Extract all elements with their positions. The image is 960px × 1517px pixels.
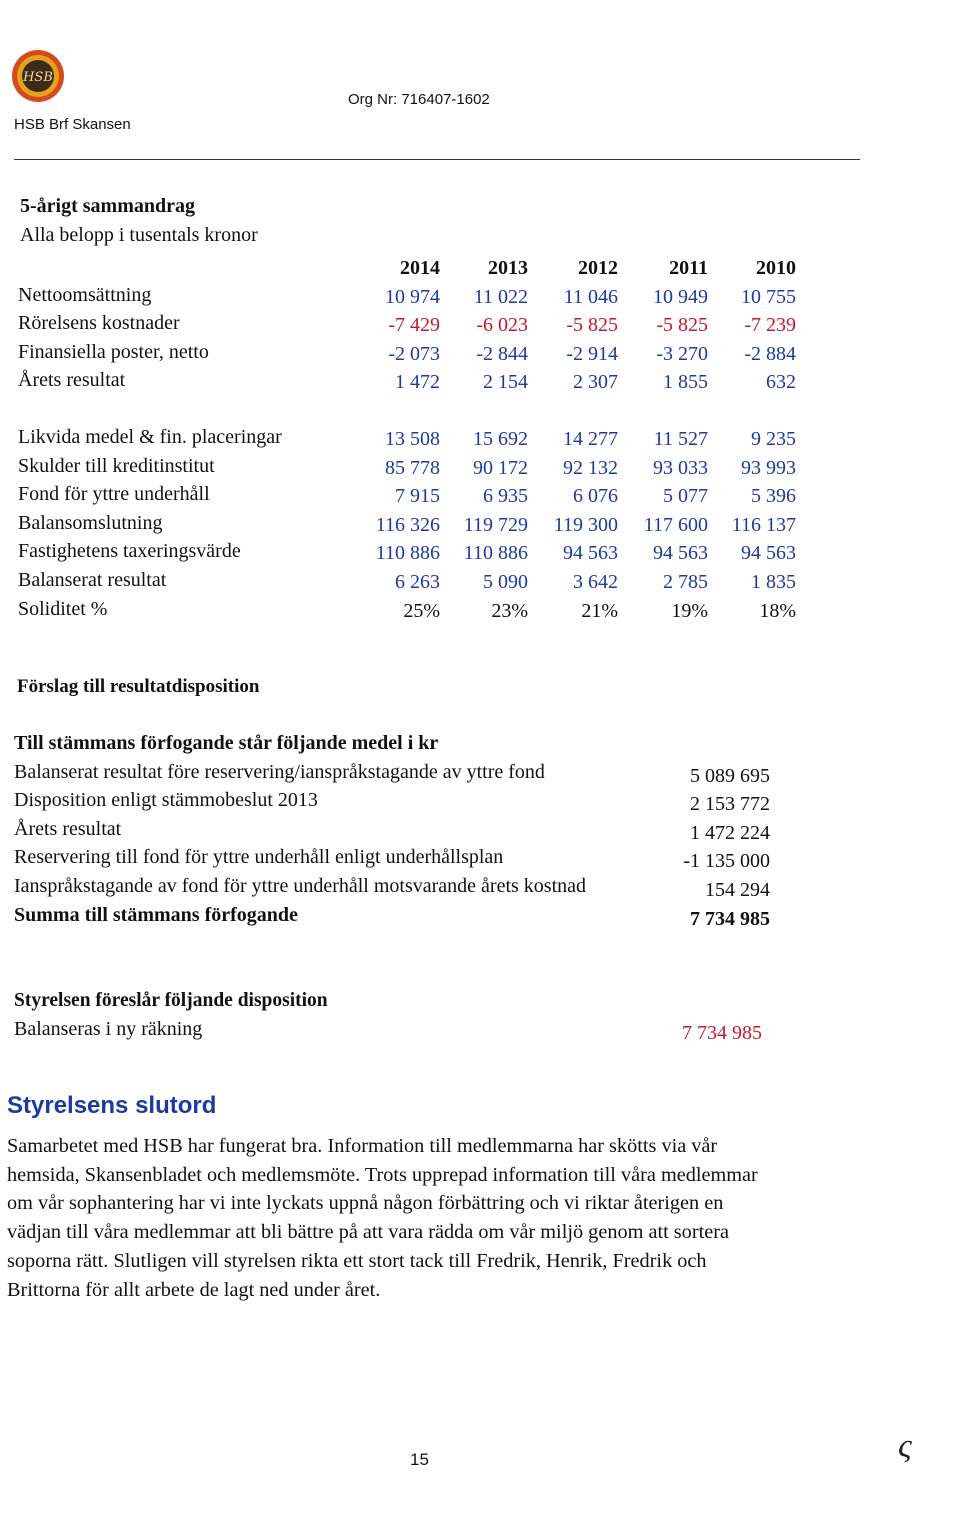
row-label: Nettoomsättning — [18, 283, 152, 306]
disposition-value: 1 472 224 — [690, 821, 770, 844]
value-cell: 6 935 — [483, 485, 528, 508]
value-cell: 1 855 — [663, 371, 708, 394]
value-cell: 110 886 — [463, 542, 528, 565]
row-label: Rörelsens kostnader — [18, 312, 180, 335]
row-label: Årets resultat — [18, 369, 126, 392]
value-cell: -7 239 — [744, 314, 796, 337]
value-cell: 92 132 — [563, 456, 618, 479]
page-number: 15 — [410, 1450, 429, 1469]
value-cell: 2 307 — [573, 371, 618, 394]
value-cell: 13 508 — [385, 427, 440, 450]
disposition-label: Reservering till fond för yttre underhåll enligt underhållsplan — [14, 846, 504, 869]
board-disposition-value: 7 734 985 — [682, 1022, 762, 1044]
disposition-value: 5 089 695 — [690, 764, 770, 787]
disposition-row — [14, 818, 794, 847]
disposition-value: 2 153 772 — [690, 793, 770, 816]
disposition-label: Ianspråkstagande av fond för yttre underhåll motsvarande årets kostnad — [14, 874, 587, 897]
value-cell: 3 642 — [573, 570, 618, 593]
value-cell: 1 835 — [751, 570, 796, 593]
proposal-subtitle: Till stämmans förfogande står följande medel i kr — [14, 732, 439, 754]
year-cell: 2013 — [488, 257, 528, 279]
board-disposition-title: Styrelsen föreslår följande disposition — [14, 990, 328, 1011]
summary-table — [18, 255, 808, 626]
value-cell: 85 778 — [385, 456, 440, 479]
value-cell: 93 993 — [741, 456, 796, 479]
summary-row — [18, 341, 808, 370]
disposition-list — [14, 732, 794, 932]
initial-mark: ς — [898, 1428, 912, 1465]
summary-row — [18, 426, 808, 455]
year-cell: 2010 — [756, 257, 796, 279]
summary-row — [18, 598, 808, 627]
summary-row — [18, 284, 808, 313]
value-cell: 119 729 — [463, 513, 528, 536]
disposition-value: -1 135 000 — [683, 850, 770, 873]
closing-line: Samarbetet med HSB har fungerat bra. Information till medlemmarna har skötts via vår — [7, 1135, 718, 1157]
closing-line: om vår sophantering har vi inte lyckats uppnå någon förbättring och vi riktar återigen en — [7, 1192, 724, 1215]
hsb-logo — [10, 48, 66, 104]
value-cell: 632 — [766, 371, 796, 394]
value-cell: 6 076 — [573, 485, 618, 508]
row-label: Likvida medel & fin. placeringar — [18, 425, 282, 448]
disposition-label: Summa till stämmans förfogande — [14, 903, 298, 926]
value-cell: 117 600 — [643, 513, 708, 536]
header-divider — [14, 159, 860, 160]
row-label: Soliditet % — [18, 597, 108, 620]
value-cell: 1 472 — [395, 371, 440, 394]
value-cell: 90 172 — [473, 456, 528, 479]
year-header-row — [18, 255, 808, 284]
disposition-row — [14, 789, 794, 818]
summary-row — [18, 455, 808, 484]
row-label: Skulder till kreditinstitut — [18, 454, 215, 477]
value-cell: 93 033 — [653, 456, 708, 479]
value-cell: 11 527 — [653, 427, 708, 450]
row-label: Fastighetens taxeringsvärde — [18, 540, 241, 563]
value-cell: 5 090 — [483, 570, 528, 593]
value-cell: 10 755 — [741, 285, 796, 308]
company-name: HSB Brf Skansen — [14, 116, 131, 133]
svg-text:HSB: HSB — [23, 70, 53, 85]
closing-line: hemsida, Skansenbladet och medlemsmöte. Trots upprepad information till våra medlemmar — [7, 1163, 758, 1186]
summary-row — [18, 312, 808, 341]
disposition-row — [14, 761, 794, 790]
value-cell: 15 692 — [473, 427, 528, 450]
value-cell: -2 884 — [744, 342, 796, 365]
year-cell: 2014 — [400, 257, 440, 279]
value-cell: 2 154 — [483, 371, 528, 394]
value-cell: 2 785 — [663, 570, 708, 593]
value-cell: 116 326 — [375, 513, 440, 536]
value-cell: 11 046 — [563, 285, 618, 308]
year-cell: 2011 — [669, 257, 708, 279]
value-cell: 5 396 — [751, 485, 796, 508]
value-cell: -5 825 — [566, 314, 618, 337]
summary-row — [18, 540, 808, 569]
closing-line: Brittorna för allt arbete de lagt ned under året. — [7, 1278, 381, 1301]
value-cell: -2 914 — [566, 342, 618, 365]
value-cell: 10 949 — [653, 285, 708, 308]
value-cell: 94 563 — [563, 542, 618, 565]
disposition-row — [14, 875, 794, 904]
summary-title: 5-årigt sammandrag — [20, 195, 195, 217]
closing-line: soporna rätt. Slutligen vill styrelsen rikta ett stort tack till Fredrik, Henrik, Fredrik och — [7, 1249, 707, 1272]
value-cell: 14 277 — [563, 427, 618, 450]
disposition-label: Balanserat resultat före reservering/ianspråkstagande av yttre fond — [14, 760, 545, 783]
disposition-row — [14, 904, 794, 933]
value-cell: 6 263 — [395, 570, 440, 593]
closing-title: Styrelsens slutord — [7, 1092, 217, 1119]
value-cell: -2 844 — [476, 342, 528, 365]
value-cell: 19% — [671, 599, 708, 622]
disposition-row — [14, 846, 794, 875]
value-cell: -2 073 — [388, 342, 440, 365]
proposal-title: Förslag till resultatdisposition — [17, 676, 260, 697]
summary-row — [18, 512, 808, 541]
summary-row — [18, 369, 808, 398]
value-cell: 9 235 — [751, 427, 796, 450]
disposition-label: Årets resultat — [14, 817, 122, 840]
value-cell: 5 077 — [663, 485, 708, 508]
row-label: Balansomslutning — [18, 511, 163, 534]
value-cell: 94 563 — [653, 542, 708, 565]
value-cell: 7 915 — [395, 485, 440, 508]
row-label: Finansiella poster, netto — [18, 340, 209, 363]
value-cell: -5 825 — [656, 314, 708, 337]
board-disposition-label: Balanseras i ny räkning — [14, 1018, 203, 1040]
value-cell: 119 300 — [553, 513, 618, 536]
value-cell: -6 023 — [476, 314, 528, 337]
org-number: Org Nr: 716407-1602 — [348, 91, 490, 108]
closing-paragraph — [7, 1132, 837, 1304]
value-cell: -7 429 — [388, 314, 440, 337]
year-cell: 2012 — [578, 257, 618, 279]
value-cell: 94 563 — [741, 542, 796, 565]
value-cell: 23% — [491, 599, 528, 622]
value-cell: 11 022 — [473, 285, 528, 308]
row-label: Fond för yttre underhåll — [18, 483, 210, 506]
disposition-value: 7 734 985 — [690, 907, 770, 930]
value-cell: -3 270 — [656, 342, 708, 365]
value-cell: 10 974 — [385, 285, 440, 308]
row-label: Balanserat resultat — [18, 568, 167, 591]
spacer — [18, 398, 808, 426]
value-cell: 116 137 — [731, 513, 796, 536]
value-cell: 18% — [759, 599, 796, 622]
value-cell: 21% — [581, 599, 618, 622]
disposition-label: Disposition enligt stämmobeslut 2013 — [14, 789, 318, 812]
summary-row — [18, 569, 808, 598]
summary-subtitle: Alla belopp i tusentals kronor — [20, 224, 258, 246]
value-cell: 110 886 — [375, 542, 440, 565]
value-cell: 25% — [403, 599, 440, 622]
closing-line: vädjan till våra medlemmar att bli bättre på att vara rädda om vår miljö genom att sortera — [7, 1221, 729, 1244]
summary-row — [18, 483, 808, 512]
disposition-value: 154 294 — [705, 878, 770, 901]
